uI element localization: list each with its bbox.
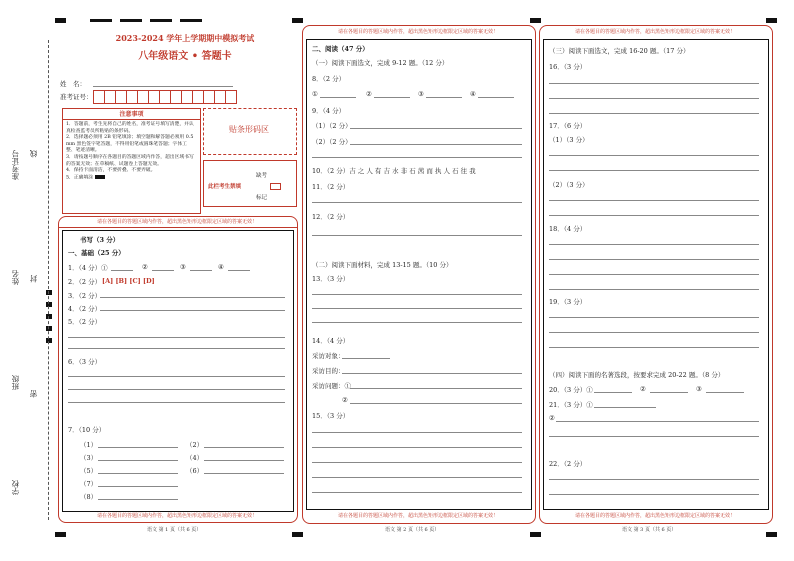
q1-blank[interactable] <box>152 270 174 271</box>
side-school-label: 学校 <box>11 480 20 495</box>
id-label: 准考证号： <box>60 93 93 101</box>
fill-sample-icon <box>95 175 105 179</box>
q9b-label: （2）（2 分） <box>312 138 352 146</box>
answer-line[interactable] <box>312 294 522 295</box>
answer-line[interactable] <box>549 170 759 171</box>
q13-label: 13．（3 分） <box>312 275 350 283</box>
notes-list <box>66 122 196 182</box>
answer-line[interactable] <box>549 289 759 290</box>
q14-blank[interactable] <box>342 373 522 374</box>
q8-blank[interactable] <box>478 97 514 98</box>
q20-blank[interactable] <box>594 392 632 393</box>
answer-line[interactable] <box>68 389 285 390</box>
q12-label: 12．（2 分） <box>312 213 350 221</box>
part3-intro: （三）阅读下面选文，完成 16-20 题。（17 分） <box>549 47 690 55</box>
answer-line[interactable] <box>312 308 522 309</box>
answer-line[interactable] <box>549 317 759 318</box>
side-class-label: 班级 <box>11 375 20 390</box>
answer-line[interactable] <box>549 479 759 480</box>
q2-label: 2．（2 分） <box>68 278 102 286</box>
q19-label: 19．（3 分） <box>549 298 587 306</box>
q7-sub: （2） <box>186 441 204 449</box>
part2-intro: （二）阅读下面材料，完成 13-15 题。（10 分） <box>312 261 453 269</box>
q8-mark: ① <box>312 90 318 98</box>
registration-mark <box>46 314 52 319</box>
answer-line[interactable] <box>549 244 759 245</box>
q14-blank[interactable] <box>342 358 390 359</box>
registration-mark <box>46 290 52 295</box>
page-footer: 语文 第 2 页（共 6 页） <box>385 527 440 533</box>
warning-top: 请在各题目的答题区域内作答，超出黑色矩形边框限定区域的答案无效！ <box>96 219 257 225</box>
warning-top: 请在各题目的答题区域内作答，超出黑色矩形边框限定区域的答案无效！ <box>574 29 735 35</box>
binding-line <box>48 40 49 520</box>
q7-sub: （3） <box>80 454 98 462</box>
answer-line[interactable] <box>100 297 285 298</box>
q7-blank[interactable] <box>204 460 284 461</box>
registration-mark <box>292 18 303 23</box>
registration-mark <box>90 19 112 22</box>
q7-blank[interactable] <box>98 499 178 500</box>
q7-blank[interactable] <box>98 460 178 461</box>
note-fill-label: 5．正确填涂 <box>66 175 94 181</box>
q14-purpose: 采访目的： <box>312 367 345 375</box>
q20-label: 20．（3 分）① <box>549 386 593 394</box>
answer-line[interactable] <box>549 436 759 437</box>
q7-blank[interactable] <box>98 486 178 487</box>
answer-line[interactable] <box>549 155 759 156</box>
q14-label: 14．（4 分） <box>312 337 350 345</box>
barcode-label: 贴条形码区 <box>229 125 269 134</box>
q20-mark3: ③ <box>696 385 702 393</box>
side-seal-line: 线 <box>29 150 38 158</box>
q8-blank[interactable] <box>426 97 462 98</box>
q9-label: 9．（4 分） <box>312 107 346 115</box>
q1-blank[interactable] <box>111 270 133 271</box>
answer-line[interactable] <box>549 347 759 348</box>
absent-mark1: 缺考 <box>256 173 268 179</box>
q21-label: 21．（3 分）① <box>549 401 593 409</box>
answer-line[interactable] <box>312 447 522 448</box>
q14-blank[interactable] <box>350 403 522 404</box>
answer-line[interactable] <box>549 83 759 84</box>
note-item <box>66 175 196 182</box>
q7-sub: （8） <box>80 493 98 501</box>
answer-line[interactable] <box>312 157 522 158</box>
absent-mark2: 标记 <box>256 195 268 201</box>
warning-top: 请在各题目的答题区域内作答，超出黑色矩形边框限定区域的答案无效！ <box>337 29 498 35</box>
note-item: 2．选择题必须用 2B 铅笔填涂；填空题和解答题必须用 0.5 mm 黑色签字笔答题，不得用铅笔或圆珠笔答题；字体工整、笔迹清晰。 <box>66 135 194 154</box>
absent-label: 此栏考生禁填 <box>208 184 242 190</box>
section-basic: 一、基础（25 分） <box>68 249 125 257</box>
page-footer: 语文 第 1 页（共 6 页） <box>147 527 202 533</box>
q1-mark-4: ④ <box>218 263 224 271</box>
side-name-label: 姓名 <box>11 270 20 285</box>
registration-mark <box>530 18 541 23</box>
q7-sub: （6） <box>186 467 204 475</box>
registration-mark <box>120 19 142 22</box>
answer-line[interactable] <box>68 402 285 403</box>
q20-blank[interactable] <box>706 392 744 393</box>
answer-line[interactable] <box>556 421 759 422</box>
section-reading: 二、阅读（47 分） <box>312 45 369 53</box>
q8-label: 8．（2 分） <box>312 75 346 83</box>
q14-target: 采访对象： <box>312 352 345 360</box>
q7-blank[interactable] <box>98 473 178 474</box>
answer-line[interactable] <box>312 492 522 493</box>
answer-line[interactable] <box>350 128 522 129</box>
q10-label: 10．（2 分）吉 之 人 有 吉 水 非 石 茜 而 执 人 石 往 我 <box>312 167 476 175</box>
answer-line[interactable] <box>549 259 759 260</box>
answer-line[interactable] <box>549 332 759 333</box>
q18-label: 18．（4 分） <box>549 225 587 233</box>
warning-bottom: 请在各题目的答题区域内作答，超出黑色矩形边框限定区域的答案无效！ <box>337 513 498 519</box>
part4-intro: （四）阅读下面的名著选段，按要求完成 20-22 题。（8 分） <box>549 371 725 379</box>
answer-line[interactable] <box>68 337 285 338</box>
answer-line[interactable] <box>549 200 759 201</box>
registration-mark <box>55 18 66 23</box>
q7-sub: （1） <box>80 441 98 449</box>
q7-sub: （7） <box>80 480 98 488</box>
q14-question1: 采访问题：① <box>312 382 351 390</box>
exam-subtitle: 八年级语文 • 答题卡 <box>138 51 232 62</box>
side-seal-mi: 密 <box>29 390 38 398</box>
q14-question2: ② <box>342 396 348 404</box>
registration-mark <box>46 326 52 331</box>
q15-label: 15．（3 分） <box>312 412 350 420</box>
id-cell[interactable] <box>225 90 237 104</box>
registration-mark <box>180 19 202 22</box>
answer-line[interactable] <box>350 144 522 145</box>
side-seal-feng: 封 <box>29 275 38 283</box>
registration-mark <box>46 302 52 307</box>
registration-mark <box>530 532 541 537</box>
q8-blank[interactable] <box>374 97 410 98</box>
q7-blank[interactable] <box>98 447 178 448</box>
q4-label: 4．（2 分） <box>68 305 102 313</box>
q16-label: 16．（3 分） <box>549 63 587 71</box>
q2-options[interactable]: [A] [B] [C] [D] <box>102 277 155 285</box>
answer-line[interactable] <box>549 274 759 275</box>
registration-mark <box>766 18 777 23</box>
writing-label: 书写（3 分） <box>80 236 120 244</box>
q17-label: 17．（6 分） <box>549 122 587 130</box>
q5-label: 5．（2 分） <box>68 318 102 326</box>
registration-mark <box>766 532 777 537</box>
q1-mark-2: ② <box>142 263 148 271</box>
page-footer: 语文 第 3 页（共 6 页） <box>622 527 677 533</box>
q7-sub: （5） <box>80 467 98 475</box>
q7-blank[interactable] <box>204 473 284 474</box>
panel-divider <box>58 227 298 228</box>
q11-label: 11．（2 分） <box>312 183 350 191</box>
answer-line[interactable] <box>100 310 285 311</box>
absent-checkbox[interactable] <box>270 183 281 190</box>
q7-label: 7．（10 分） <box>68 426 106 434</box>
answer-line[interactable] <box>312 235 522 236</box>
warning-bottom: 请在各题目的答题区域内作答，超出黑色矩形边框限定区域的答案无效！ <box>96 513 257 519</box>
q21-mark2: ② <box>549 414 555 422</box>
q20-mark2: ② <box>640 385 646 393</box>
registration-mark <box>46 338 52 343</box>
warning-bottom: 请在各题目的答题区域内作答，超出黑色矩形边框限定区域的答案无效！ <box>574 513 735 519</box>
note-item: 3．请按题号顺序在各题目的答题区域内作答，超出区域书写的答案无效；在草稿纸、试题卷上答题无效。 <box>66 154 194 167</box>
q1-label: 1．（4 分）① <box>68 264 108 272</box>
q14-blank[interactable] <box>350 388 522 389</box>
answer-line[interactable] <box>549 215 759 216</box>
answer-line[interactable] <box>312 202 522 203</box>
exam-title: 2023-2024 学年上学期期中模拟考试 <box>115 33 255 43</box>
q17b-label: （2）（3 分） <box>549 181 589 189</box>
q7-sub: （4） <box>186 454 204 462</box>
q8-mark: ③ <box>418 90 424 98</box>
answer-line[interactable] <box>68 376 285 377</box>
answer-line[interactable] <box>312 322 522 323</box>
q17a-label: （1）（3 分） <box>549 136 589 144</box>
q8-mark: ④ <box>470 90 476 98</box>
part1-intro: （一）阅读下面选文，完成 9-12 题。（12 分） <box>312 59 449 67</box>
q7-blank[interactable] <box>204 447 284 448</box>
name-field[interactable] <box>93 86 233 87</box>
q8-blank[interactable] <box>320 97 356 98</box>
note-item: 4．保持卡面清洁，不要折叠、不要弄破。 <box>66 168 156 174</box>
q6-label: 6．（3 分） <box>68 358 102 366</box>
answer-line[interactable] <box>549 98 759 99</box>
answer-line[interactable] <box>68 348 285 349</box>
q20-blank[interactable] <box>650 392 688 393</box>
answer-line[interactable] <box>312 477 522 478</box>
answer-line[interactable] <box>549 494 759 495</box>
registration-mark <box>55 532 66 537</box>
name-label: 姓 名： <box>60 80 86 88</box>
registration-mark <box>150 19 172 22</box>
q21-blank[interactable] <box>594 407 656 408</box>
q1-mark-3: ③ <box>180 263 186 271</box>
answer-line[interactable] <box>312 462 522 463</box>
q22-label: 22．（2 分） <box>549 460 587 468</box>
q9a-label: （1）（2 分） <box>312 122 352 130</box>
note-item: 1．答题前，考生先将自己的姓名，准考证号填写清楚，并认真检查监考员所粘贴的条形码。 <box>66 122 194 134</box>
side-id-label: 准考证号 <box>11 150 20 180</box>
q1-blank[interactable] <box>190 270 212 271</box>
answer-line[interactable] <box>549 113 759 114</box>
registration-mark <box>292 532 303 537</box>
q8-mark: ② <box>366 90 372 98</box>
answer-line[interactable] <box>312 432 522 433</box>
q1-blank[interactable] <box>228 270 250 271</box>
q3-label: 3．（2 分） <box>68 292 102 300</box>
notes-title: 注意事项 <box>63 109 200 120</box>
